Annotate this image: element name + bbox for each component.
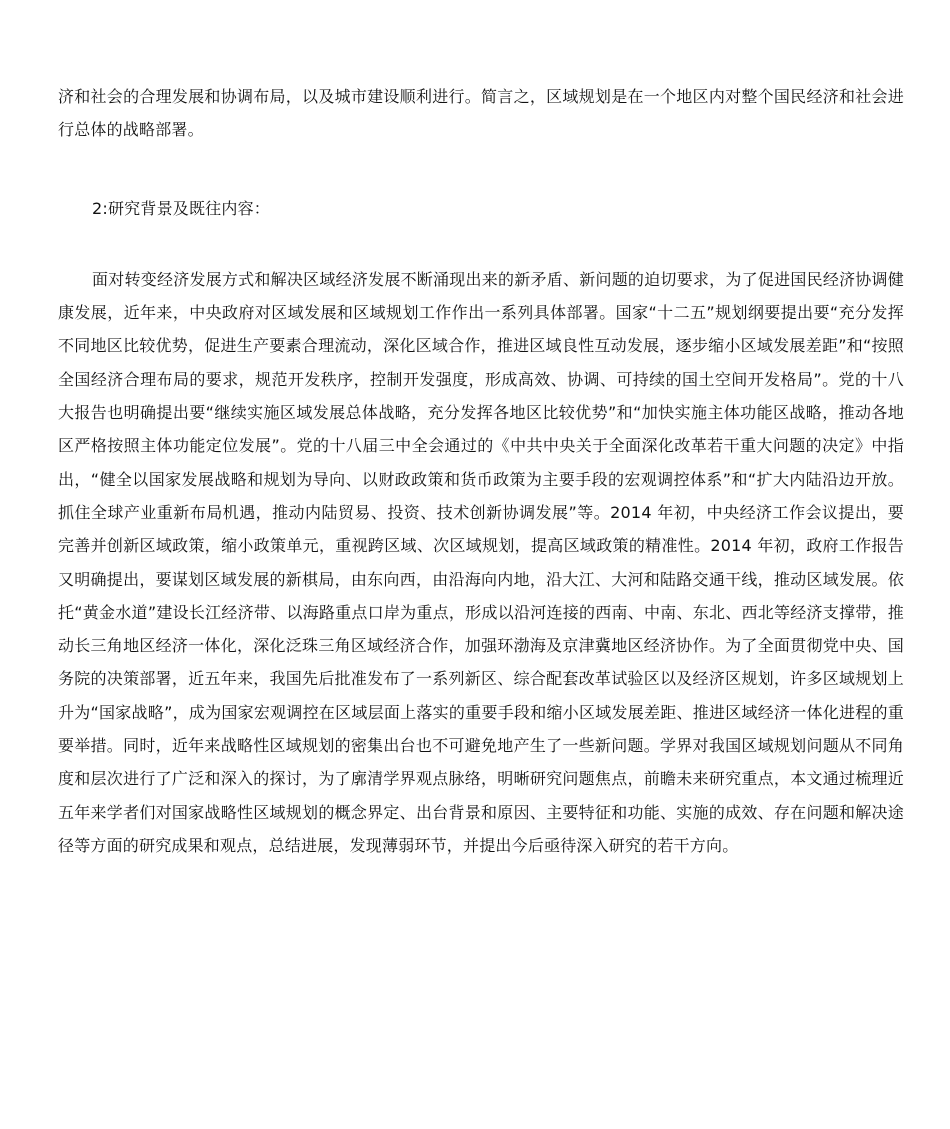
document-page	[58, 80, 904, 862]
paragraph-spacer	[58, 147, 904, 192]
section-heading: 2:研究背景及既往内容：	[92, 198, 270, 218]
paragraph-intro: 济和社会的合理发展和协调布局，以及城市建设顺利进行。简言之，区域规划是在一个地区内对整个国民经济和社会进行总体的战略部署。	[58, 87, 904, 140]
paragraph-research-background: 面对转变经济发展方式和解决区域经济发展不断涌现出来的新矛盾、新问题的迫切要求，为了促进国民经济协调健康发展，近年来，中央政府对区域发展和区域规划工作作出一系列具体部署。国家“十二五”规划纲要提出要“充分发挥不同地区比较优势，促进生产要素合理流动，深化区域合作，推进区域良性互动发展，逐步缩小区域发展差距”和“按照全国经济合理布局的要求，规范开发秩序，控制开发强度，形成高效、协调、可持续的国土空间开发格局”。党的十八大报告也明确提出要“继续实施区域发展总体战略，充分发挥各地区比较优势”和“加快实施主体功能区战略，推动各地区严格按照主体功能定位发展”。党的十八届三中全会通过的《中共中央关于全面深化改革若干重大问题的决定》中指出，“健全以国家发展战略和规划为导向、以财政政策和货币政策为主要手段的宏观调控体系”和“扩大内陆沿边开放。抓住全球产业重新布局机遇，推动内陆贸易、投资、技术创新协调发展”等。2014 年初，中央经济工作会议提出，要完善并创新区域政策，缩小政策单元，重视跨区域、次区域规划，提高区域政策的精准性。2014 年初，政府工作报告又明确提出，要谋划区域发展的新棋局，由东向西，由沿海向内地，沿大江、大河和陆路交通干线，推动区域发展。依托“黄金水道”建设长江经济带、以海路重点口岸为重点，形成以沿河连接的西南、中南、东北、西北等经济支撑带，推动长三角地区经济一体化，深化泛珠三角区域经济合作，加强环渤海及京津冀地区经济协作。为了全面贯彻党中央、国务院的决策部署，近五年来，我国先后批准发布了一系列新区、综合配套改革试验区以及经济区规划，许多区域规划上升为“国家战略”，成为国家宏观调控在区域层面上落实的重要手段和缩小区域发展差距、推进区域经济一体化进程的重要举措。同时，近年来战略性区域规划的密集出台也不可避免地产生了一些新问题。学界对我国区域规划问题从不同角度和层次进行了广泛和深入的探讨，为了廓清学界观点脉络，明晰研究问题焦点，前瞻未来研究重点，本文通过梳理近五年来学者们对国家战略性区域规划的概念界定、出台背景和原因、主要特征和功能、实施的成效、存在问题和解决途径等方面的研究成果和观点，总结进展，发现薄弱环节，并提出今后亟待深入研究的若干方向。	[58, 269, 904, 855]
paragraph-spacer	[58, 225, 904, 263]
